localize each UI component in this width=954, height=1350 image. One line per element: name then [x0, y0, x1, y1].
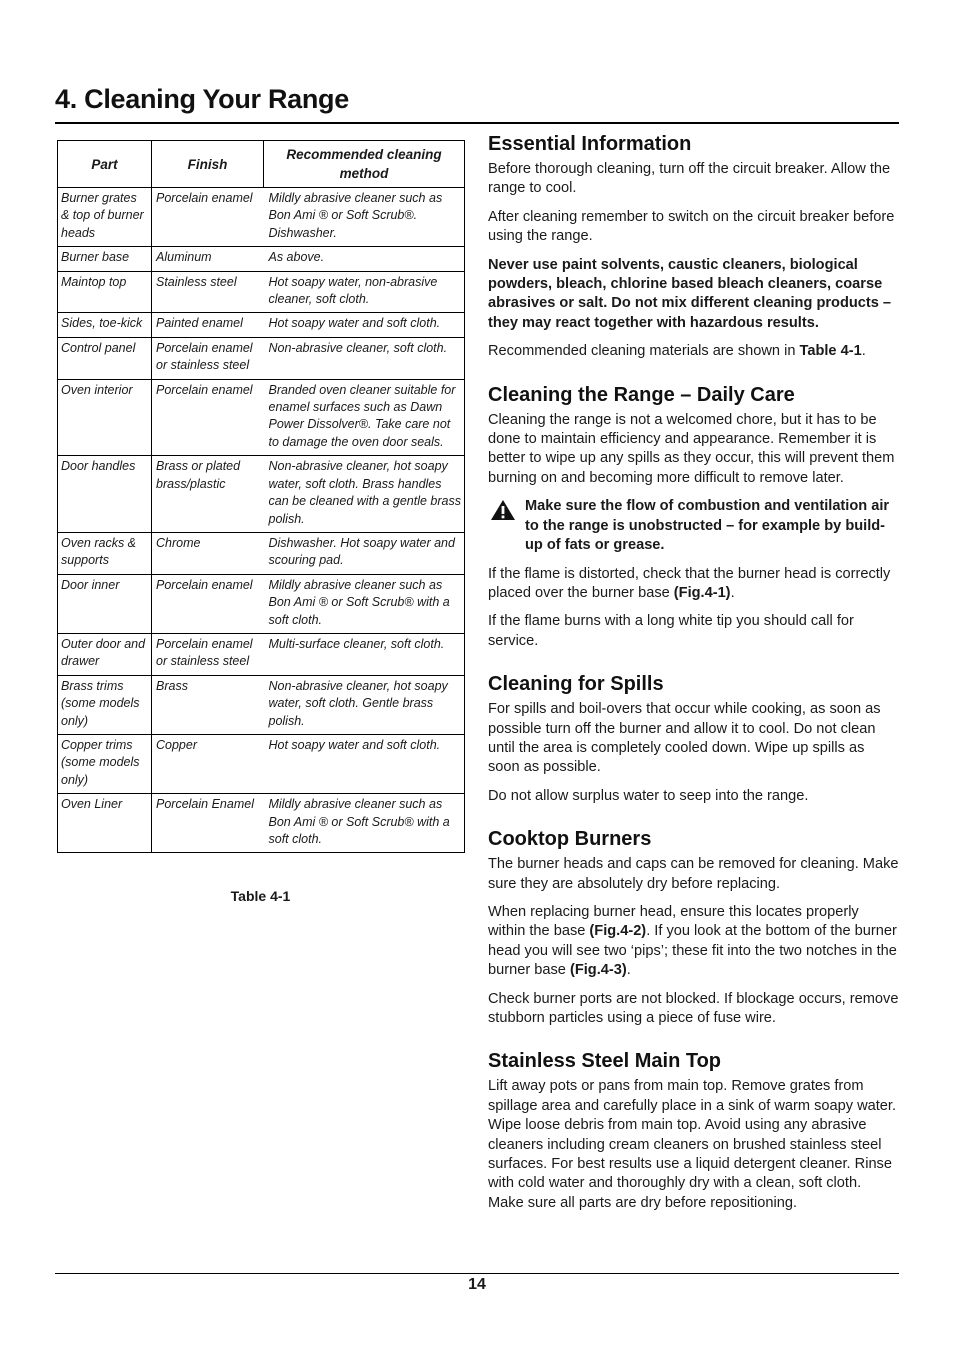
cell-method: Dishwasher. Hot soapy water and scouring pad. — [264, 532, 465, 574]
cell-method: Non-abrasive cleaner, hot soapy water, soft cloth. Brass handles can be cleaned with a gentle brass polish. — [264, 456, 465, 533]
warning-triangle-icon — [490, 499, 518, 527]
essential-paragraph-1: Before thorough cleaning, turn off the circuit breaker. Allow the range to cool. — [488, 161, 891, 197]
table-row — [58, 574, 465, 633]
cell-part: Copper trims (some models only) — [58, 734, 152, 793]
cooktop-paragraph-3: Check burner ports are not blocked. If blockage occurs, remove stubborn particles using a piece of fuse wire. — [488, 990, 899, 1026]
cell-method: Hot soapy water, non-abrasive cleaner, soft cloth. — [264, 271, 465, 313]
cell-method: Mildly abrasive cleaner such as Bon Ami ® or Soft Scrub® with a soft cloth. — [264, 794, 465, 853]
table-row — [58, 379, 465, 456]
essential-p4-end: . — [861, 343, 866, 360]
table-row — [58, 313, 465, 337]
essential-warning-paragraph: Never use paint solvents, caustic cleaners, biological powders, bleach, chlorine based bleach cleaners, coarse abrasives or salt. Do not mix different cleaning products – they may react together with hazardous results. — [488, 256, 892, 331]
cell-part: Maintop top — [58, 271, 152, 313]
cell-part: Outer door and drawer — [58, 633, 152, 675]
heading-cooktop-burners: Cooktop Burners — [488, 828, 652, 851]
cell-finish: Copper — [152, 734, 264, 793]
fig-4-3-reference: (Fig.4-3) — [569, 962, 627, 979]
cell-finish: Painted enamel — [152, 313, 264, 337]
cleaning-table — [57, 140, 465, 853]
cell-part: Burner grates & top of burner heads — [58, 188, 152, 247]
spills-paragraph-1: For spills and boil-overs that occur while cooking, as soon as possible turn off the burner and allow it to cool. Do not clean until the area is completely cooled down. Wipe up spills as soon as possible. — [488, 701, 881, 776]
footer-divider — [55, 1273, 899, 1274]
table-row — [58, 456, 465, 533]
cell-finish: Aluminum — [152, 247, 264, 271]
cooktop-p2-b: . If you look at the bottom of the burner head you will see two ‘pips’; these fit into the two notches in the burner base — [488, 923, 897, 979]
warning-text: Make sure the flow of combustion and ventilation air to the range is unobstructed – for example by build-up of fats or grease. — [525, 498, 890, 554]
table-row — [58, 633, 465, 675]
cell-method: Hot soapy water and soft cloth. — [264, 734, 465, 793]
cell-finish: Porcelain enamel or stainless steel — [152, 633, 264, 675]
cell-method: Hot soapy water and soft cloth. — [264, 313, 465, 337]
section-daily-care — [488, 382, 900, 651]
cell-method: Multi-surface cleaner, soft cloth. — [264, 633, 465, 675]
daily-p2-end: . — [730, 584, 735, 601]
table-row — [58, 337, 465, 379]
cell-finish: Porcelain enamel — [152, 379, 264, 456]
cell-finish: Brass or plated brass/plastic — [152, 456, 264, 533]
table-row — [58, 675, 465, 734]
fig-4-2-reference: (Fig.4-2) — [589, 923, 647, 940]
essential-p4-text: Recommended cleaning materials are shown in — [488, 343, 800, 360]
cell-method: Non-abrasive cleaner, hot soapy water, soft cloth. Gentle brass polish. — [264, 675, 465, 734]
section-stainless-steel — [488, 1048, 900, 1213]
daily-p2-text: If the flame is distorted, check that the burner head is correctly placed over the burner base — [488, 565, 891, 601]
page-number: 14 — [468, 1276, 486, 1293]
table-row — [58, 532, 465, 574]
cooktop-paragraph-1: The burner heads and caps can be removed for cleaning. Make sure they are absolutely dry before replacing. — [488, 856, 899, 892]
cell-finish: Porcelain Enamel — [152, 794, 264, 853]
ventilation-warning — [488, 497, 900, 555]
table-row — [58, 734, 465, 793]
daily-paragraph-2 — [488, 565, 900, 604]
cell-part: Control panel — [58, 337, 152, 379]
cell-part: Sides, toe-kick — [58, 313, 152, 337]
cell-method: Branded oven cleaner suitable for enamel surfaces such as Dawn Power Dissolver®. Take care not to damage the oven door seals. — [264, 379, 465, 456]
heading-spills: Cleaning for Spills — [488, 673, 664, 696]
spills-paragraph-2: Do not allow surplus water to seep into the range. — [488, 787, 809, 804]
cell-method: Mildly abrasive cleaner such as Bon Ami ® or Soft Scrub®. Dishwasher. — [264, 188, 465, 247]
table-caption: Table 4-1 — [230, 888, 291, 904]
cell-finish: Brass — [152, 675, 264, 734]
heading-daily-care: Cleaning the Range – Daily Care — [488, 383, 795, 406]
cell-part: Door handles — [58, 456, 152, 533]
cleaning-table-container — [57, 140, 464, 853]
table-row — [58, 271, 465, 313]
cell-finish: Chrome — [152, 532, 264, 574]
page-title: 4. Cleaning Your Range — [55, 84, 349, 114]
table-row — [58, 188, 465, 247]
cell-method: As above. — [264, 247, 465, 271]
table-body — [58, 188, 465, 853]
section-cooktop-burners — [488, 826, 900, 1028]
daily-paragraph-3: If the flame burns with a long white tip you should call for service. — [488, 613, 854, 649]
table-header-row — [58, 141, 465, 188]
cell-method: Non-abrasive cleaner, soft cloth. — [264, 337, 465, 379]
cell-part: Oven racks & supports — [58, 532, 152, 574]
table-row — [58, 794, 465, 853]
essential-paragraph-4 — [488, 342, 900, 361]
cooktop-p2-a: When replacing burner head, ensure this locates properly within the base — [488, 903, 859, 940]
cell-finish: Porcelain enamel — [152, 574, 264, 633]
table-row — [58, 247, 465, 271]
cell-part: Brass trims (some models only) — [58, 675, 152, 734]
section-essential-information — [488, 131, 900, 362]
right-column — [488, 131, 900, 1233]
daily-paragraph-1: Cleaning the range is not a welcomed chore, but it has to be done to maintain efficiency and appearance. Remember it is better to wipe up any spills as they occur, this will prevent them burning on and becoming more difficult to remove later. — [488, 411, 895, 486]
cell-part: Door inner — [58, 574, 152, 633]
cell-finish: Porcelain enamel or stainless steel — [152, 337, 264, 379]
cell-finish: Porcelain enamel — [152, 188, 264, 247]
cell-finish: Stainless steel — [152, 271, 264, 313]
heading-stainless-steel: Stainless Steel Main Top — [488, 1050, 722, 1073]
section-spills — [488, 671, 900, 806]
cell-method: Mildly abrasive cleaner such as Bon Ami ® or Soft Scrub® with a soft cloth. — [264, 574, 465, 633]
cell-part: Oven interior — [58, 379, 152, 456]
title-divider — [55, 122, 899, 124]
header-finish: Finish — [152, 141, 264, 188]
table-reference: Table 4-1 — [799, 343, 862, 360]
essential-paragraph-2: After cleaning remember to switch on the circuit breaker before using the range. — [488, 208, 895, 245]
cooktop-p2-c: . — [626, 962, 631, 979]
cooktop-paragraph-2 — [488, 903, 900, 981]
heading-essential-information: Essential Information — [488, 133, 692, 155]
stainless-paragraph-1: Lift away pots or pans from main top. Remove grates from spillage area and carefully place in a sink of warm soapy water. Wipe loose debris from main top. Avoid using any abrasive cleaners including cream cleaners on brushed stainless steel surfaces. For best results use a liquid detergent cleaner. Rinse with cold water and thoroughly dry with a clean, soft cloth. Make sure all parts are dry before repositioning. — [488, 1078, 897, 1211]
header-method: Recommended cleaning method — [264, 141, 465, 188]
fig-4-1-reference: (Fig.4-1) — [673, 584, 731, 601]
cell-part: Burner base — [58, 247, 152, 271]
header-part: Part — [58, 141, 152, 188]
cell-part: Oven Liner — [58, 794, 152, 853]
